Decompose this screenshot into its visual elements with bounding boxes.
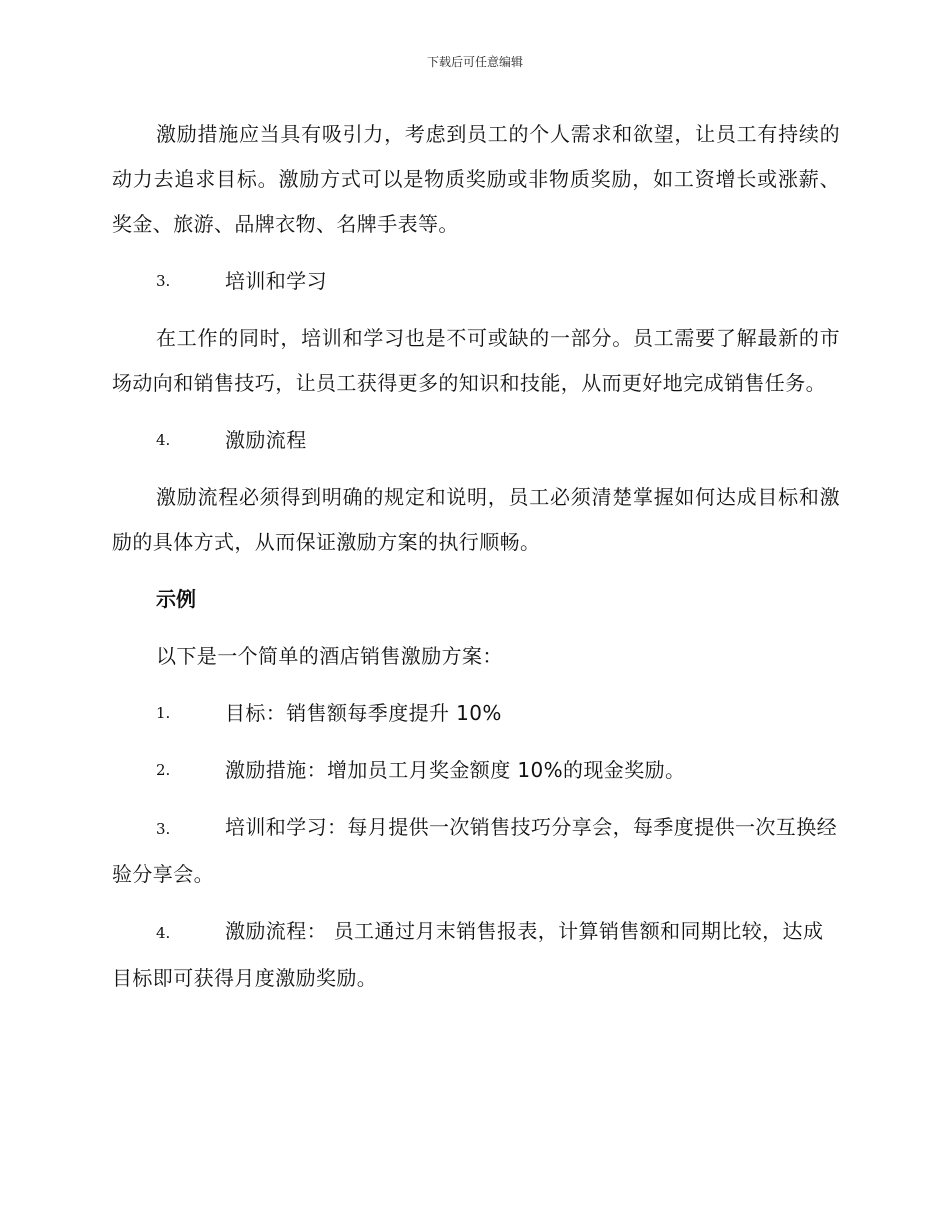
- example-item-training: [112, 805, 840, 897]
- item-text: 培训和学习：每月提供一次销售技巧分享会，每季度提供一次互换经验分享会。: [112, 815, 837, 886]
- paragraph-process: 激励流程必须得到明确的规定和说明，员工必须清楚掌握如何达成目标和激励的具体方式，从而保证激励方案的执行顺畅。: [112, 485, 840, 554]
- example-item-measures: [112, 748, 840, 793]
- paragraph-training: 在工作的同时，培训和学习也是不可或缺的一部分。员工需要了解最新的市场动向和销售技巧，让员工获得更多的知识和技能，从而更好地完成销售任务。: [112, 326, 840, 395]
- section-item-training: [112, 259, 840, 304]
- section-heading-example: 示例: [156, 587, 196, 611]
- item-number: 4.: [156, 924, 171, 942]
- item-text: 目标：销售额每季度提升 10%: [225, 701, 502, 725]
- item-number: 3.: [156, 272, 171, 290]
- item-title: 培训和学习: [225, 269, 327, 293]
- paragraph-example-intro: 以下是一个简单的酒店销售激励方案：: [156, 644, 503, 668]
- page-header: 下载后可任意编辑: [426, 55, 523, 69]
- item-number: 2.: [156, 761, 171, 779]
- item-number: 3.: [156, 820, 171, 838]
- item-text: 激励流程： 员工通过月末销售报表，计算销售额和同期比较，达成目标即可获得月度激励奖励。: [112, 919, 824, 990]
- item-text: 激励措施：增加员工月奖金额度 10%的现金奖励。: [225, 758, 686, 782]
- paragraph-incentive-measures: 激励措施应当具有吸引力，考虑到员工的个人需求和欲望，让员工有持续的动力去追求目标。激励方式可以是物质奖励或非物质奖励，如工资增长或涨薪、奖金、旅游、品牌衣物、名牌手表等。: [112, 122, 840, 236]
- example-item-process: [112, 909, 840, 1001]
- item-number: 1.: [156, 704, 171, 722]
- item-number: 4.: [156, 431, 171, 449]
- example-item-goal: [112, 691, 840, 736]
- document-body: [112, 112, 840, 1013]
- section-item-process: [112, 418, 840, 463]
- item-title: 激励流程: [225, 428, 307, 452]
